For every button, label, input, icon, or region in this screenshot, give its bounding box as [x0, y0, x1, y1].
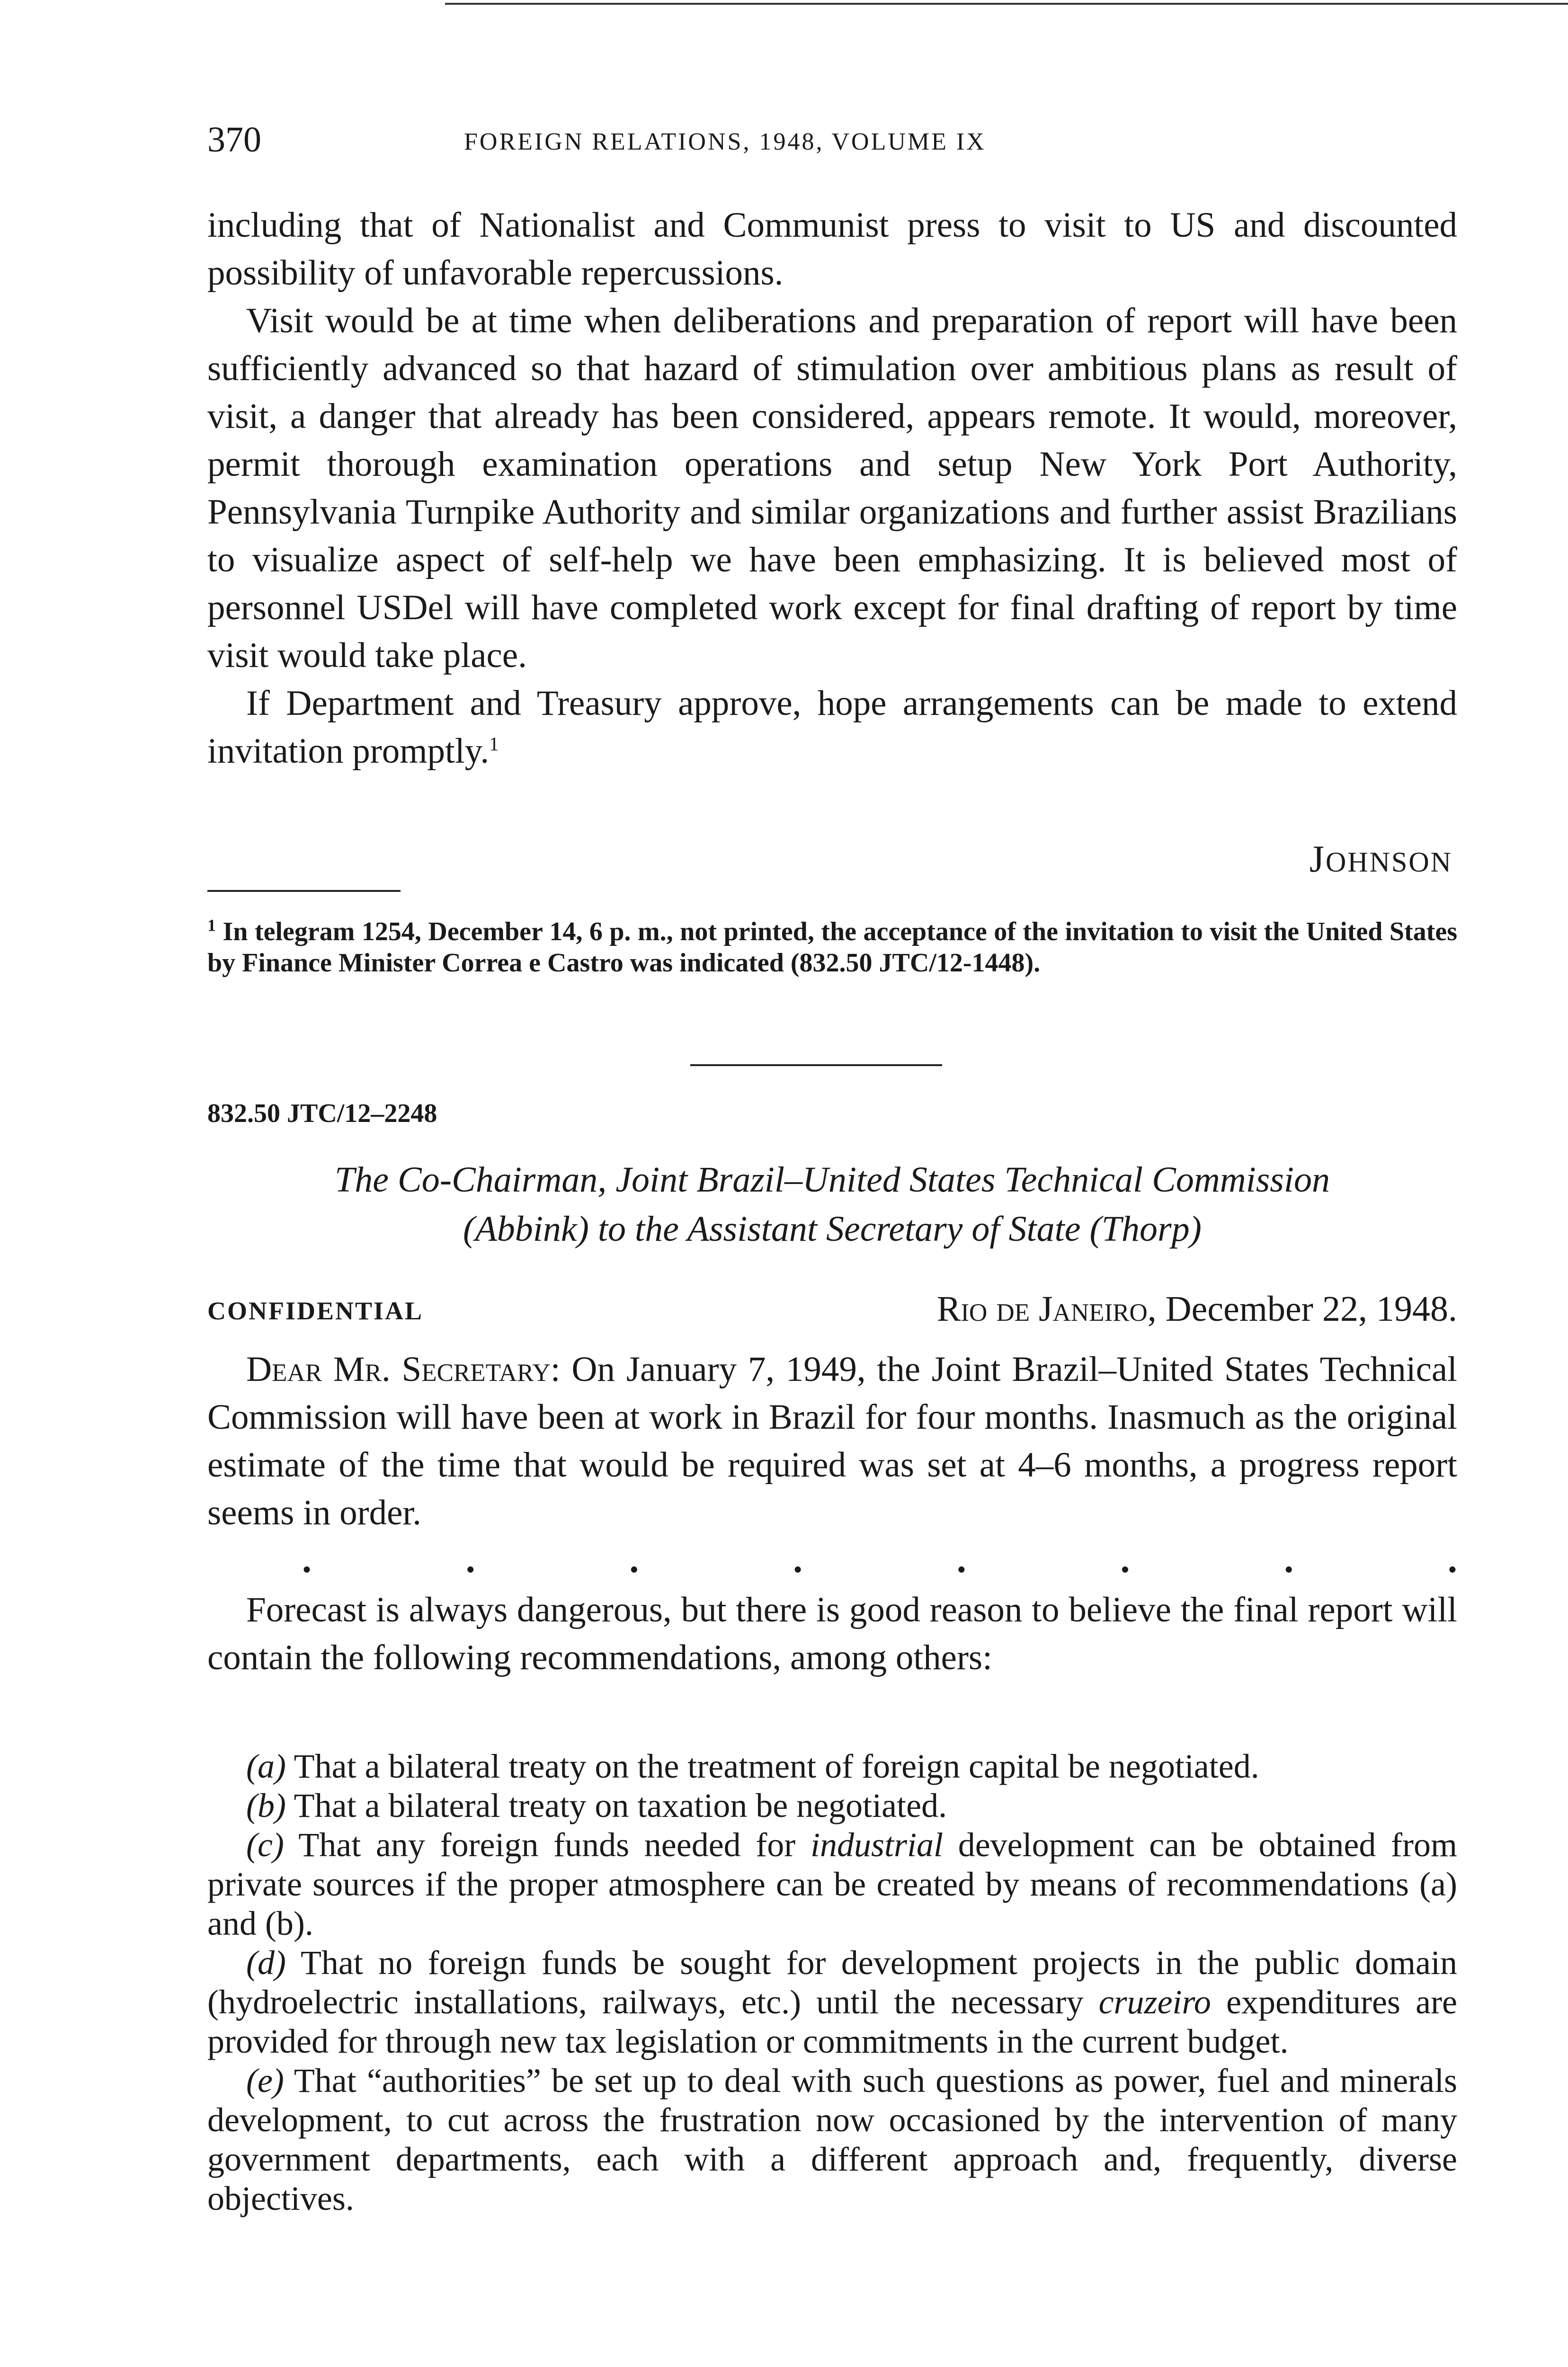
item-text: development can be obtained from private sources if the proper atmosphere can be created by means of recommendations (a) and (b). — [207, 1826, 1457, 1942]
footnote-text: In telegram 1254, December 14, 6 p. m., not printed, the acceptance of the invitation to visit the United States by Finance Minister Correa e Castro was indicated (832.50 JTC/12-1448). — [207, 917, 1458, 978]
forecast-paragraph — [207, 1586, 1457, 1682]
telegram-paragraph: including that of Nationalist and Communist press to visit to US and discounted possibility of unfavorable repercussions. — [207, 205, 1457, 293]
footnote-marker: 1 — [207, 916, 216, 935]
signature-initial: J — [1309, 838, 1326, 880]
item-label: (c) — [246, 1826, 284, 1864]
salutation: Dear Mr. Secretary: — [246, 1350, 561, 1389]
item-text: That “authorities” be set up to deal with such questions as power, fuel and minerals development, to cut across the frustration now occasioned by the intervention of many government departments, each with a different approach and, frequently, diverse objectives. — [207, 2062, 1458, 2217]
item-label: (a) — [246, 1747, 286, 1785]
document-title-line: The Co-Chairman, Joint Brazil–United States Technical Commission — [335, 1160, 1330, 1200]
list-item — [207, 1825, 1457, 1943]
item-emphasis: cruzeiro — [1098, 1983, 1211, 2021]
telegram-paragraph: Visit would be at time when deliberations and preparation of report will have been sufficiently advanced so that hazard of stimulation over ambitious plans as result of visit, a danger that already has been considered, appears remote. It would, moreover, permit thorough examination operations and setup New York Port Authority, Pennsylvania Turnpike Authority and similar organizations and further assist Brazilians to visualize aspect of self-help we have been emphasizing. It is believed most of personnel USDel will have completed work except for final drafting of report by time visit would take place. — [207, 301, 1457, 675]
document-title-line: (Abbink) to the Assistant Secretary of State (Thorp) — [463, 1209, 1202, 1249]
footnote-reference[interactable]: 1 — [489, 733, 499, 755]
list-item — [207, 1943, 1457, 2061]
dateline-place: Rio de Janeiro, — [936, 1289, 1157, 1329]
letter-opening — [207, 1345, 1457, 1537]
document-page — [207, 0, 1457, 2367]
telegram-paragraph-text: If Department and Treasury approve, hope arrangements can be made to extend invitation promptly. — [207, 684, 1457, 771]
list-item — [207, 1786, 1457, 1825]
list-item — [207, 2061, 1457, 2218]
footnote — [207, 916, 1457, 979]
item-text: That any foreign funds needed for — [298, 1826, 796, 1864]
page-header — [207, 118, 1457, 161]
item-text: expenditures are provided for through new tax legislation or commitments in the current budget. — [207, 1983, 1457, 2060]
opening-paragraph — [207, 1345, 1457, 1537]
page-number: 370 — [207, 120, 261, 160]
dateline-date: December 22, 1948. — [1165, 1289, 1457, 1329]
forecast-text: Forecast is always dangerous, but there is good reason to believe the final report will contain the following recommendations, among others: — [207, 1590, 1457, 1677]
running-head: FOREIGN RELATIONS, 1948, VOLUME IX — [464, 128, 986, 155]
opening-text: On January 7, 1949, the Joint Brazil–United States Technical Commission will have been at work in Brazil for four months. Inasmuch as the original estimate of the time that would be required was set at 4–6 months, a progress report seems in order. — [207, 1350, 1458, 1532]
signature — [1310, 838, 1452, 881]
telegram-body — [207, 201, 1457, 775]
item-label: (d) — [246, 1944, 286, 1982]
item-text: That no foreign funds be sought for development projects in the public domain (hydroelectric installations, railways, etc.) until the necessary — [207, 1944, 1457, 2021]
item-text: That a bilateral treaty on taxation be negotiated. — [294, 1787, 947, 1824]
dateline — [937, 1289, 1457, 1330]
omission-dots: . . . . . . . . — [302, 1539, 1457, 1581]
file-reference: 832.50 JTC/12–2248 — [207, 1099, 437, 1128]
item-label: (e) — [246, 2062, 284, 2100]
recommendations-list — [207, 1747, 1457, 2218]
footnote-divider — [207, 890, 401, 892]
section-divider — [690, 1064, 942, 1066]
telegram-paragraph — [207, 679, 1457, 775]
classification-label: CONFIDENTIAL — [207, 1297, 424, 1325]
list-item — [207, 1747, 1457, 1786]
item-text: That a bilateral treaty on the treatment of foreign capital be negotiated. — [294, 1747, 1259, 1785]
item-emphasis: industrial — [810, 1826, 944, 1864]
signature-rest: OHNSON — [1325, 846, 1452, 878]
document-title — [207, 1155, 1457, 1254]
item-label: (b) — [246, 1787, 286, 1824]
